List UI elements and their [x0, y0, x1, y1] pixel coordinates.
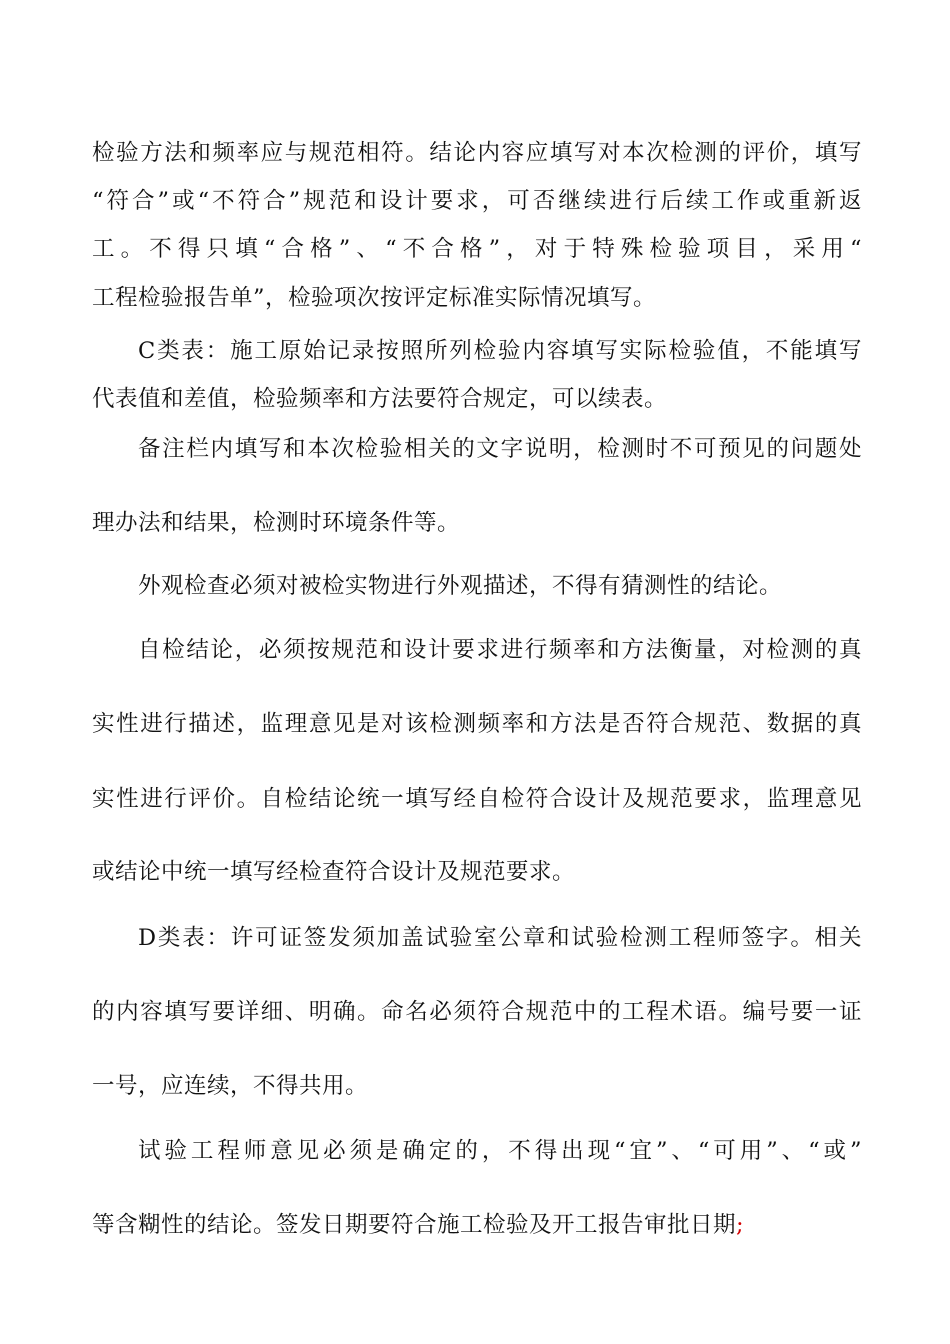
paragraph-line: 试验工程师意见必须是确定的，不得出现“宜”、“可用”、“或” [138, 1138, 862, 1164]
paragraph-line: 外观检查必须对被检实物进行外观描述，不得有猜测性的结论。 [138, 573, 783, 599]
paragraph-line: 自检结论，必须按规范和设计要求进行频率和方法衡量，对检测的真 [138, 637, 862, 663]
paragraph-line: 的内容填写要详细、明确。命名必须符合规范中的工程术语。编号要一证 [92, 999, 862, 1025]
semicolon-mark: ; [736, 1212, 745, 1238]
paragraph-line: “符合”或“不符合”规范和设计要求，可否继续进行后续工作或重新返 [92, 188, 862, 214]
paragraph-line: 工程检验报告单”，检验项次按评定标准实际情况填写。 [92, 285, 657, 311]
paragraph-line: 检验方法和频率应与规范相符。结论内容应填写对本次检测的评价，填写 [92, 140, 862, 166]
paragraph-text: 等含糊性的结论。签发日期要符合施工检验及开工报告审批日期 [92, 1212, 737, 1238]
paragraph-line: 备注栏内填写和本次检验相关的文字说明，检测时不可预见的问题处 [138, 436, 862, 462]
paragraph-line: 代表值和差值，检验频率和方法要符合规定，可以续表。 [92, 386, 668, 412]
paragraph-line: 或结论中统一填写经检查符合设计及规范要求。 [92, 859, 576, 885]
paragraph-line: 实性进行评价。自检结论统一填写经自检符合设计及规范要求，监理意见 [92, 786, 862, 812]
paragraph-line: D类表：许可证签发须加盖试验室公章和试验检测工程师签字。相关 [138, 925, 862, 951]
paragraph-line: 实性进行描述，监理意见是对该检测频率和方法是否符合规范、数据的真 [92, 711, 862, 737]
paragraph-line: 理办法和结果，检测时环境条件等。 [92, 510, 461, 536]
paragraph-line: C类表：施工原始记录按照所列检验内容填写实际检验值，不能填写 [138, 338, 862, 364]
paragraph-line-last [92, 1210, 862, 1240]
paragraph-line: 一号，应连续，不得共用。 [92, 1073, 369, 1099]
paragraph-line: 工。不得只填“合格”、“不合格”，对于特殊检验项目，采用“ [92, 236, 862, 262]
